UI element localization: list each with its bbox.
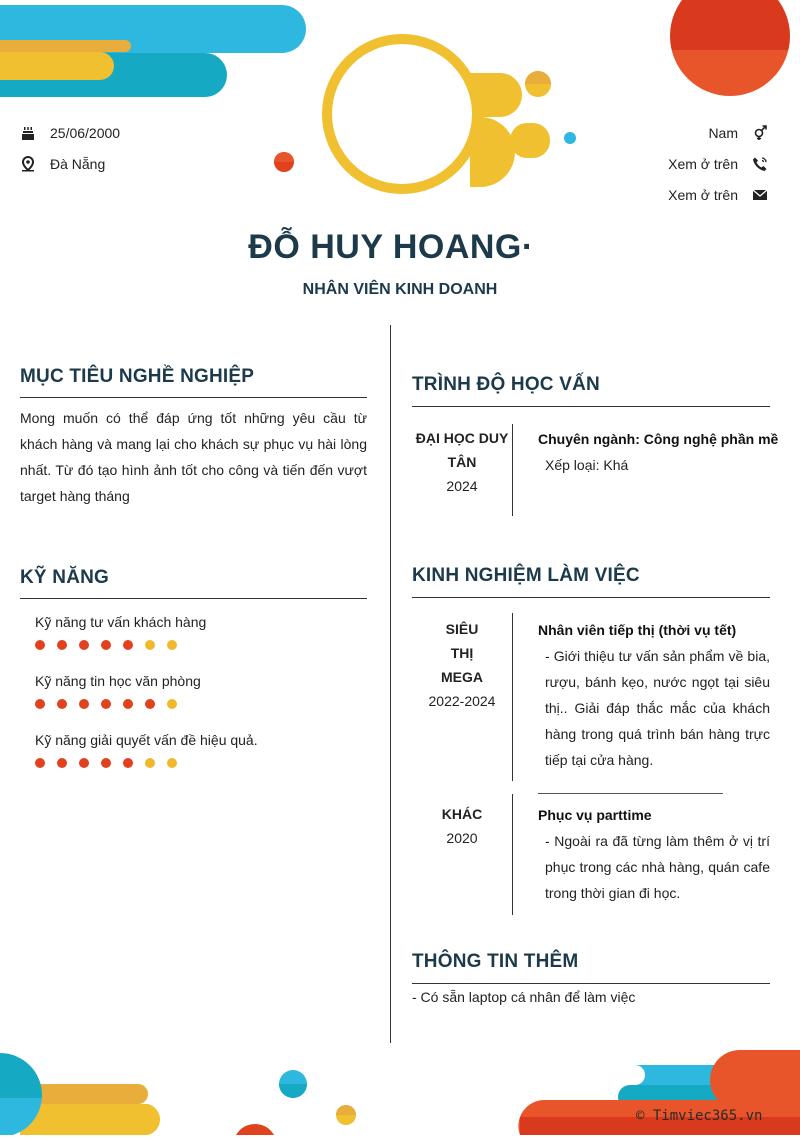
skills-title: KỸ NĂNG: [20, 567, 110, 588]
rating-dot: [101, 758, 111, 768]
full-name: ĐỖ HUY HOANG·: [248, 228, 534, 266]
rating-dot: [57, 699, 67, 709]
experience-desc: - Giới thiệu tư vấn sản phẩm về bia, rượu, bánh kẹo, nước ngọt tại siêu thị.. Giải đáp thắc mắc của khách hàng trong quá trình bán hàng trực tiếp tại cửa hàng.: [545, 648, 770, 768]
location-row: [20, 156, 105, 172]
decor-top-left: [0, 0, 310, 100]
rating-dot: [79, 699, 89, 709]
school-year: 2024: [446, 478, 478, 494]
rating-dot: [79, 640, 89, 650]
experience-desc: - Ngoài ra đã từng làm thêm ở vị trí phục trong các nhà hàng, quán cafe trong thời gian đi học.: [545, 833, 770, 901]
phone-icon: [752, 156, 768, 172]
objective-title: MỤC TIÊU NGHỀ NGHIỆP: [20, 366, 255, 387]
skill-rating: [35, 640, 177, 650]
phone-text: Xem ở trên: [668, 156, 738, 172]
objective-rule: [20, 397, 367, 398]
rating-dot: [167, 699, 177, 709]
mail-icon: [752, 187, 768, 203]
experience-company: [412, 617, 512, 713]
education-title: TRÌNH ĐỘ HỌC VẤN: [412, 374, 600, 395]
education-school: [412, 426, 512, 498]
rating-dot: [35, 640, 45, 650]
skill-label: Kỹ năng giải quyết vấn đề hiệu quả.: [35, 732, 258, 748]
gender-row: [708, 125, 768, 141]
location-pin-icon: [20, 156, 36, 172]
school-name: ĐẠI HỌC DUY TÂN: [415, 430, 509, 470]
rating-dot: [145, 699, 155, 709]
education-grade: Xếp loại: Khá: [545, 457, 629, 473]
experience-divider: [512, 613, 513, 781]
column-divider: [390, 325, 391, 1043]
mail-text: Xem ở trên: [668, 187, 738, 203]
gender-text: Nam: [708, 125, 738, 141]
rating-dot: [57, 758, 67, 768]
skill-rating: [35, 699, 177, 709]
rating-dot: [101, 699, 111, 709]
rating-dot: [57, 640, 67, 650]
rating-dot: [123, 758, 133, 768]
rating-dot: [145, 758, 155, 768]
rating-dot: [35, 758, 45, 768]
education-divider: [512, 424, 513, 516]
rating-dot: [145, 640, 155, 650]
education-rule: [412, 406, 770, 407]
extra-title: THÔNG TIN THÊM: [412, 951, 579, 972]
rating-dot: [167, 640, 177, 650]
gender-icon: [752, 125, 768, 141]
experience-role: Phục vụ parttime: [538, 807, 652, 823]
company-name: SIÊU THỊ MEGA: [441, 621, 483, 685]
experience-title: KINH NGHIỆM LÀM VIỆC: [412, 565, 640, 586]
rating-dot: [167, 758, 177, 768]
extra-text: - Có sẵn laptop cá nhân để làm việc: [412, 989, 636, 1005]
experience-role: Nhân viên tiếp thị (thời vụ tết): [538, 622, 737, 638]
experience-company: [412, 802, 512, 850]
skill-label: Kỹ năng tư vấn khách hàng: [35, 614, 207, 630]
decor-bottom-left: [0, 1050, 370, 1135]
education-major: Chuyên ngành: Công nghệ phần mề: [538, 431, 779, 447]
avatar-frame: [270, 28, 590, 208]
rating-dot: [79, 758, 89, 768]
rating-dot: [101, 640, 111, 650]
mail-row: [668, 187, 768, 203]
phone-row: [668, 156, 768, 172]
location-text: Đà Nẵng: [50, 156, 106, 172]
job-position: NHÂN VIÊN KINH DOANH: [302, 281, 498, 298]
rating-dot: [35, 699, 45, 709]
watermark: © Timviec365.vn: [636, 1108, 763, 1124]
company-name: KHÁC: [441, 806, 483, 822]
birthday-row: [20, 125, 120, 141]
objective-text: Mong muốn có thể đáp ứng tốt những yêu cầu từ khách hàng và mang lại cho khách sự phục vụ hài lòng nhất. Từ đó tạo hình ảnh tốt cho công và tiến đến vượt target hàng tháng: [20, 410, 367, 504]
experience-rule: [412, 597, 770, 598]
skills-rule: [20, 598, 367, 599]
decor-top-right: [668, 0, 800, 100]
cake-icon: [20, 125, 36, 141]
rating-dot: [123, 640, 133, 650]
experience-separator: [538, 793, 723, 794]
company-years: 2020: [446, 830, 478, 846]
birthday-text: 25/06/2000: [50, 125, 121, 141]
company-years: 2022-2024: [428, 693, 496, 709]
rating-dot: [123, 699, 133, 709]
experience-divider: [512, 794, 513, 915]
skill-label: Kỹ năng tin học văn phòng: [35, 673, 201, 689]
skill-rating: [35, 758, 177, 768]
